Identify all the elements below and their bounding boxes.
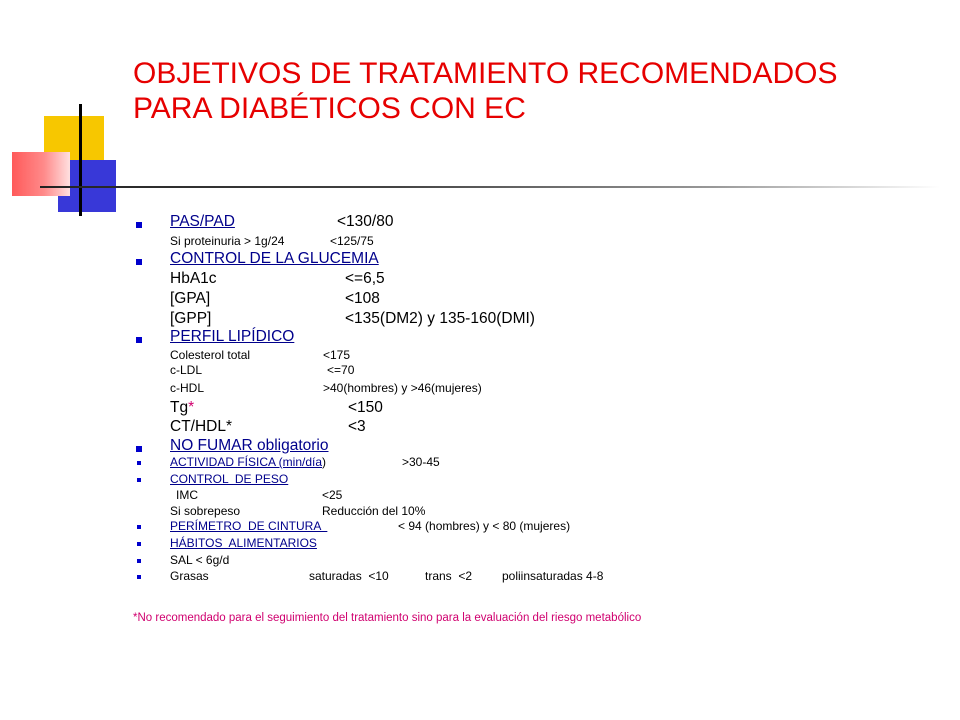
- bullet: [137, 559, 141, 563]
- bullet: [137, 542, 141, 546]
- tg-label: Tg*: [170, 399, 195, 416]
- cthdl-label: CT/HDL*: [170, 418, 233, 435]
- imc-value: <25: [322, 488, 343, 502]
- slide-title: [133, 56, 933, 126]
- sal-item: SAL < 6g/d: [170, 553, 230, 567]
- hba1c-value: <=6,5: [345, 270, 385, 287]
- proteinuria-label: Si proteinuria > 1g/24: [170, 234, 285, 248]
- bullet: [136, 259, 142, 265]
- pas-pad-value: <130/80: [337, 213, 394, 230]
- habitos-heading: HÁBITOS ALIMENTARIOS: [170, 536, 317, 550]
- perimetro-label: PERÍMETRO DE CINTURA: [170, 519, 328, 533]
- bullet: [136, 446, 142, 452]
- proteinuria-value: <125/75: [330, 234, 374, 248]
- sobrepeso-value: Reducción del 10%: [322, 504, 426, 518]
- gpa-label: [GPA]: [170, 290, 211, 307]
- logo-red-square: [12, 152, 70, 196]
- hba1c-label: HbA1c: [170, 270, 217, 287]
- actividad-value: >30-45: [402, 455, 440, 469]
- imc-label: IMC: [176, 488, 198, 502]
- fumar-item: NO FUMAR obligatorio: [170, 437, 329, 454]
- perfil-heading: PERFIL LIPÍDICO: [170, 328, 295, 345]
- colesterol-value: <175: [323, 348, 351, 362]
- grasas-poli: poliinsaturadas 4-8: [502, 569, 604, 583]
- title-line-2: PARA DIABÉTICOS CON EC: [133, 92, 526, 125]
- cldl-value: <=70: [327, 363, 355, 377]
- gpp-label: [GPP]: [170, 310, 212, 327]
- bullet: [137, 461, 141, 465]
- cldl-label: c-LDL: [170, 363, 203, 377]
- glucemia-heading: CONTROL DE LA GLUCEMIA: [170, 250, 379, 267]
- colesterol-label: Colesterol total: [170, 348, 251, 362]
- bullet: [136, 222, 142, 228]
- gpp-value: <135(DM2) y 135-160(DMI): [345, 310, 535, 327]
- cthdl-value: <3: [348, 418, 366, 435]
- bullet: [137, 525, 141, 529]
- grasas-label: Grasas: [170, 569, 209, 583]
- title-divider-line: [40, 186, 940, 188]
- bullet: [136, 337, 142, 343]
- bullet: [137, 575, 141, 579]
- sobrepeso-label: Si sobrepeso: [170, 504, 241, 518]
- chdl-label: c-HDL: [170, 381, 205, 395]
- gpa-value: <108: [345, 290, 380, 307]
- chdl-value: >40(hombres) y >46(mujeres): [323, 381, 482, 395]
- peso-heading: CONTROL DE PESO: [170, 472, 289, 486]
- perimetro-value: < 94 (hombres) y < 80 (mujeres): [398, 519, 571, 533]
- tg-value: <150: [348, 399, 383, 416]
- grasas-trans: trans <2: [425, 569, 473, 583]
- footnote: *No recomendado para el seguimiento del tratamiento sino para la evaluación del riesgo metabólico: [133, 612, 642, 624]
- grasas-saturadas: saturadas <10: [309, 569, 389, 583]
- actividad-label: ACTIVIDAD FÍSICA (min/día): [170, 455, 327, 469]
- logo-vertical-line: [79, 104, 82, 216]
- title-line-1: OBJETIVOS DE TRATAMIENTO RECOMENDADOS: [133, 57, 838, 90]
- pas-pad-label: PAS/PAD: [170, 213, 235, 230]
- bullet: [137, 478, 141, 482]
